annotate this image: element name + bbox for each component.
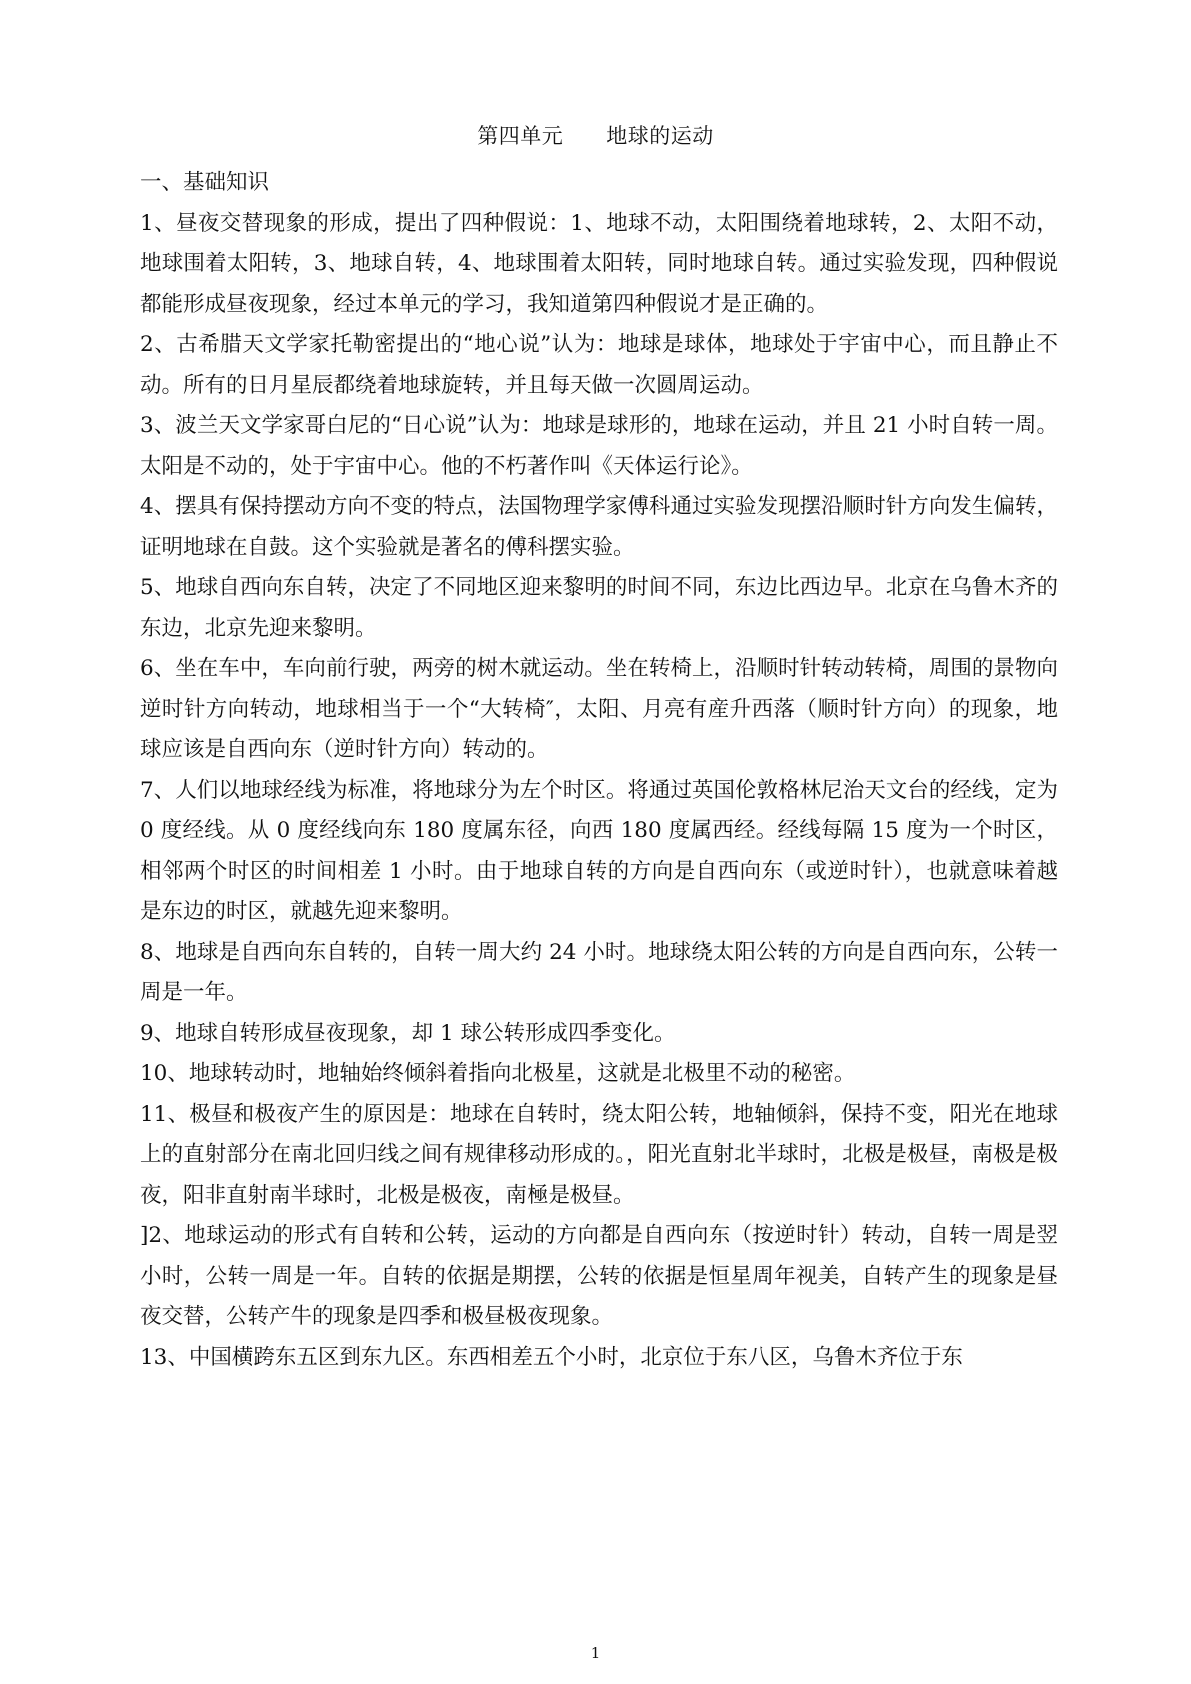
paragraph-12: ]2、地球运动的形式有自转和公转，运动的方向都是自西向东（按逆时针）转动，自转一周是翌小时，公转一周是一年。自转的依据是期摆，公转的依据是恒星周年视美，自转产生的现象是昼夜交替，公转产牛的现象是四季和极昼极夜现象。 [140,1223,1058,1329]
paragraph-5: 5、地球自西向东自转，决定了不同地区迎来黎明的时间不同，东边比西边早。北京在乌鲁木齐的东边，北京先迎来黎明。 [140,575,1058,641]
paragraph-11: 11、极昼和极夜产生的原因是：地球在自转时，绕太阳公转，地轴倾斜，保持不变，阳光在地球上的直射部分在南北回归线之间有规律移动形成的。，阳光直射北半球时，北极是极昼，南极是极夜，阳非直射南半球时，北极是极夜，南極是极昼。 [140,1101,1058,1208]
paragraph-8: 8、地球是自西向东自转的，自转一周大约 24 小时。地球绕太阳公转的方向是自西向东，公转一周是一年。 [140,939,1058,1005]
page-number: 1 [590,1644,601,1662]
paragraph-7: 7、人们以地球经线为标准，将地球分为左个时区。将通过英国伦敦格林尼治天文台的经线，定为 0 度经线。从 0 度经线向东 180 度属东径，向西 180 度属西经。经线每隔 15 度为一个时区，相邻两个时区的时间相差 1 小时。由于地球自转的方向是自西向东（或逆时针），也就意味着越是东边的时区，就越先迎来黎明。 [140,777,1058,924]
paragraph-10: 10、地球转动时，地轴始终倾斜着指向北极星，这就是北极里不动的秘密。 [140,1061,856,1086]
section-heading: 一、基础知识 [140,170,270,195]
paragraph-9: 9、地球自转形成昼夜现象，却 1 球公转形成四季变化。 [140,1020,676,1046]
document-body [140,163,1058,1378]
paragraph-4: 4、摆具有保持摆动方向不变的特点，法国物理学家傅科通过实验发现摆沿顺时针方向发生偏转，证明地球在自鼓。这个实验就是著名的傅科摆实验。 [140,494,1058,560]
paragraph-6: 6、坐在车中，车向前行驶，两旁的树木就运动。坐在转椅上，沿顺时针转动转椅，周围的景物向逆时针方向转动，地球相当于一个“大转椅″，太阳、月亮有産升西落（顺时针方向）的现象，地球应该是自西向东（逆时针方向）转动的。 [140,656,1058,762]
paragraph-13: 13、中国横跨东五区到东九区。东西相差五个小时，北京位于东八区，乌鲁木齐位于东 [140,1344,963,1370]
page-title: 第四单元 地球的运动 [477,124,714,148]
paragraph-1: 1、昼夜交替现象的形成，提出了四种假说：1、地球不动，太阳围绕着地球转，2、太阳不动，地球围着太阳转，3、地球自转，4、地球围着太阳转，同时地球自转。通过实验发现，四种假说都能形成昼夜现象，经过本单元的学习，我知道第四种假说才是正确的。 [140,210,1058,317]
paragraph-3: 3、波兰天文学家哥白尼的“日心说”认为：地球是球形的，地球在运动，并且 21 小时自转一周。太阳是不动的，处于宇宙中心。他的不朽著作叫《天体运行论》。 [140,413,1058,479]
paragraph-2: 2、古希腊天文学家托勒密提出的“地心说”认为：地球是球体，地球处于宇宙中心，而且静止不动。所有的日月星辰都绕着地球旋转，并且每天做一次圆周运动。 [140,332,1058,398]
